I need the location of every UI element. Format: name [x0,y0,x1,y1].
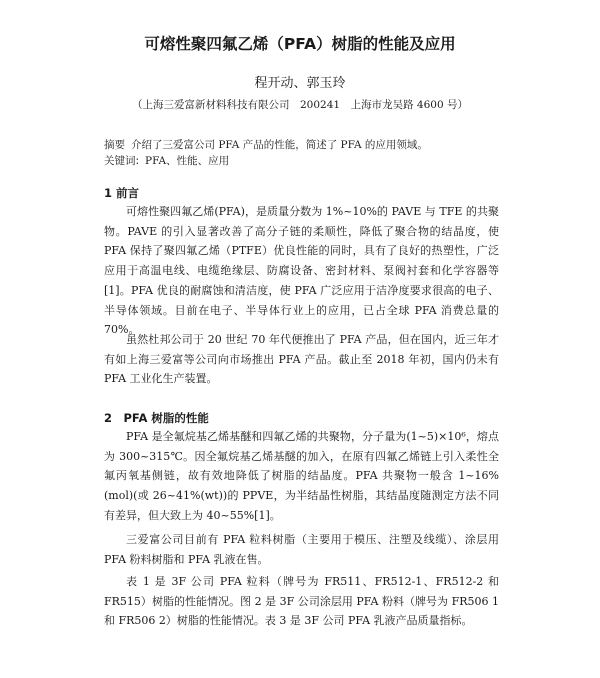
properties-paragraph-3: 表 1 是 3F 公司 PFA 粒料（牌号为 FR511、FR512-1、FR512-2 和 FR515）树脂的性能情况。图 2 是 3F 公司涂层用 PFA 粉料（牌号为 FR506 1 和 FR506 2）树脂的性能情况。表 3 是 3F 公司 PFA 乳液产品质量指标。 [104,575,499,628]
authors: 程开动、郭玉玲 [254,76,346,91]
abstract-label: 摘要 [104,139,125,151]
intro-paragraph-1: 可熔性聚四氟乙烯(PFA)，是质量分数为 1%~10%的 PAVE 与 TFE 的共聚物。PAVE 的引入显著改善了高分子链的柔顺性，降低了聚合物的结晶度，使 PFA 保持了聚四氟乙烯（PTFE）优良性能的同时，具有了良好的热塑性，广泛应用于高温电线、电缆绝缘层、防腐设备、密封材料、泵阀衬套和化学容器等[1]。PFA 优良的耐腐蚀和清洁度，使 PFA 广泛应用于洁净度要求很高的电子、半导体领域。目前在电子、半导体行业上的应用，已占全球 PFA 消费总量的 70%。 [104,205,499,337]
affiliation: （上海三爱富新材料科技有限公司 200241 上海市龙吴路 4600 号） [132,99,468,111]
intro-paragraph-2: 虽然杜邦公司于 20 世纪 70 年代便推出了 PFA 产品，但在国内，近三年才有如上海三爱富等公司向市场推出 PFA 产品。截止至 2018 年初，国内仍未有 PFA 工业化生产装置。 [104,333,499,386]
section-heading-properties: 2 PFA 树脂的性能 [104,411,209,425]
keywords [104,153,229,168]
section-heading-intro: 1 前言 [104,186,140,200]
keywords-text: PFA、性能、应用 [145,155,230,167]
abstract [104,137,428,152]
properties-paragraph-2: 三爱富公司目前有 PFA 粒料树脂（主要用于模压、注塑及线缆）、涂层用 PFA 粉料树脂和 PFA 乳液在售。 [104,533,499,566]
properties-paragraph-1: PFA 是全氟烷基乙烯基醚和四氟乙烯的共聚物，分子量为(1~5)×10⁶，熔点为 300~315℃。因全氟烷基乙烯基醚的加入，在原有四氟乙烯链上引入柔性全氟丙氧基侧链，故有效地降低了树脂的结晶度。PFA 共聚物一般含 1~16%(mol)(或 26~41%(wt))的 PPVE，为半结晶性树脂，其结晶度随测定方法不同有差异，但大致上为 40~55%[1]。 [104,430,499,522]
keywords-label: 关键词: [104,155,140,167]
abstract-text: 介绍了三爱富公司 PFA 产品的性能，简述了 PFA 的应用领域。 [131,139,428,151]
paper-title: 可熔性聚四氟乙烯（PFA）树脂的性能及应用 [144,35,456,53]
